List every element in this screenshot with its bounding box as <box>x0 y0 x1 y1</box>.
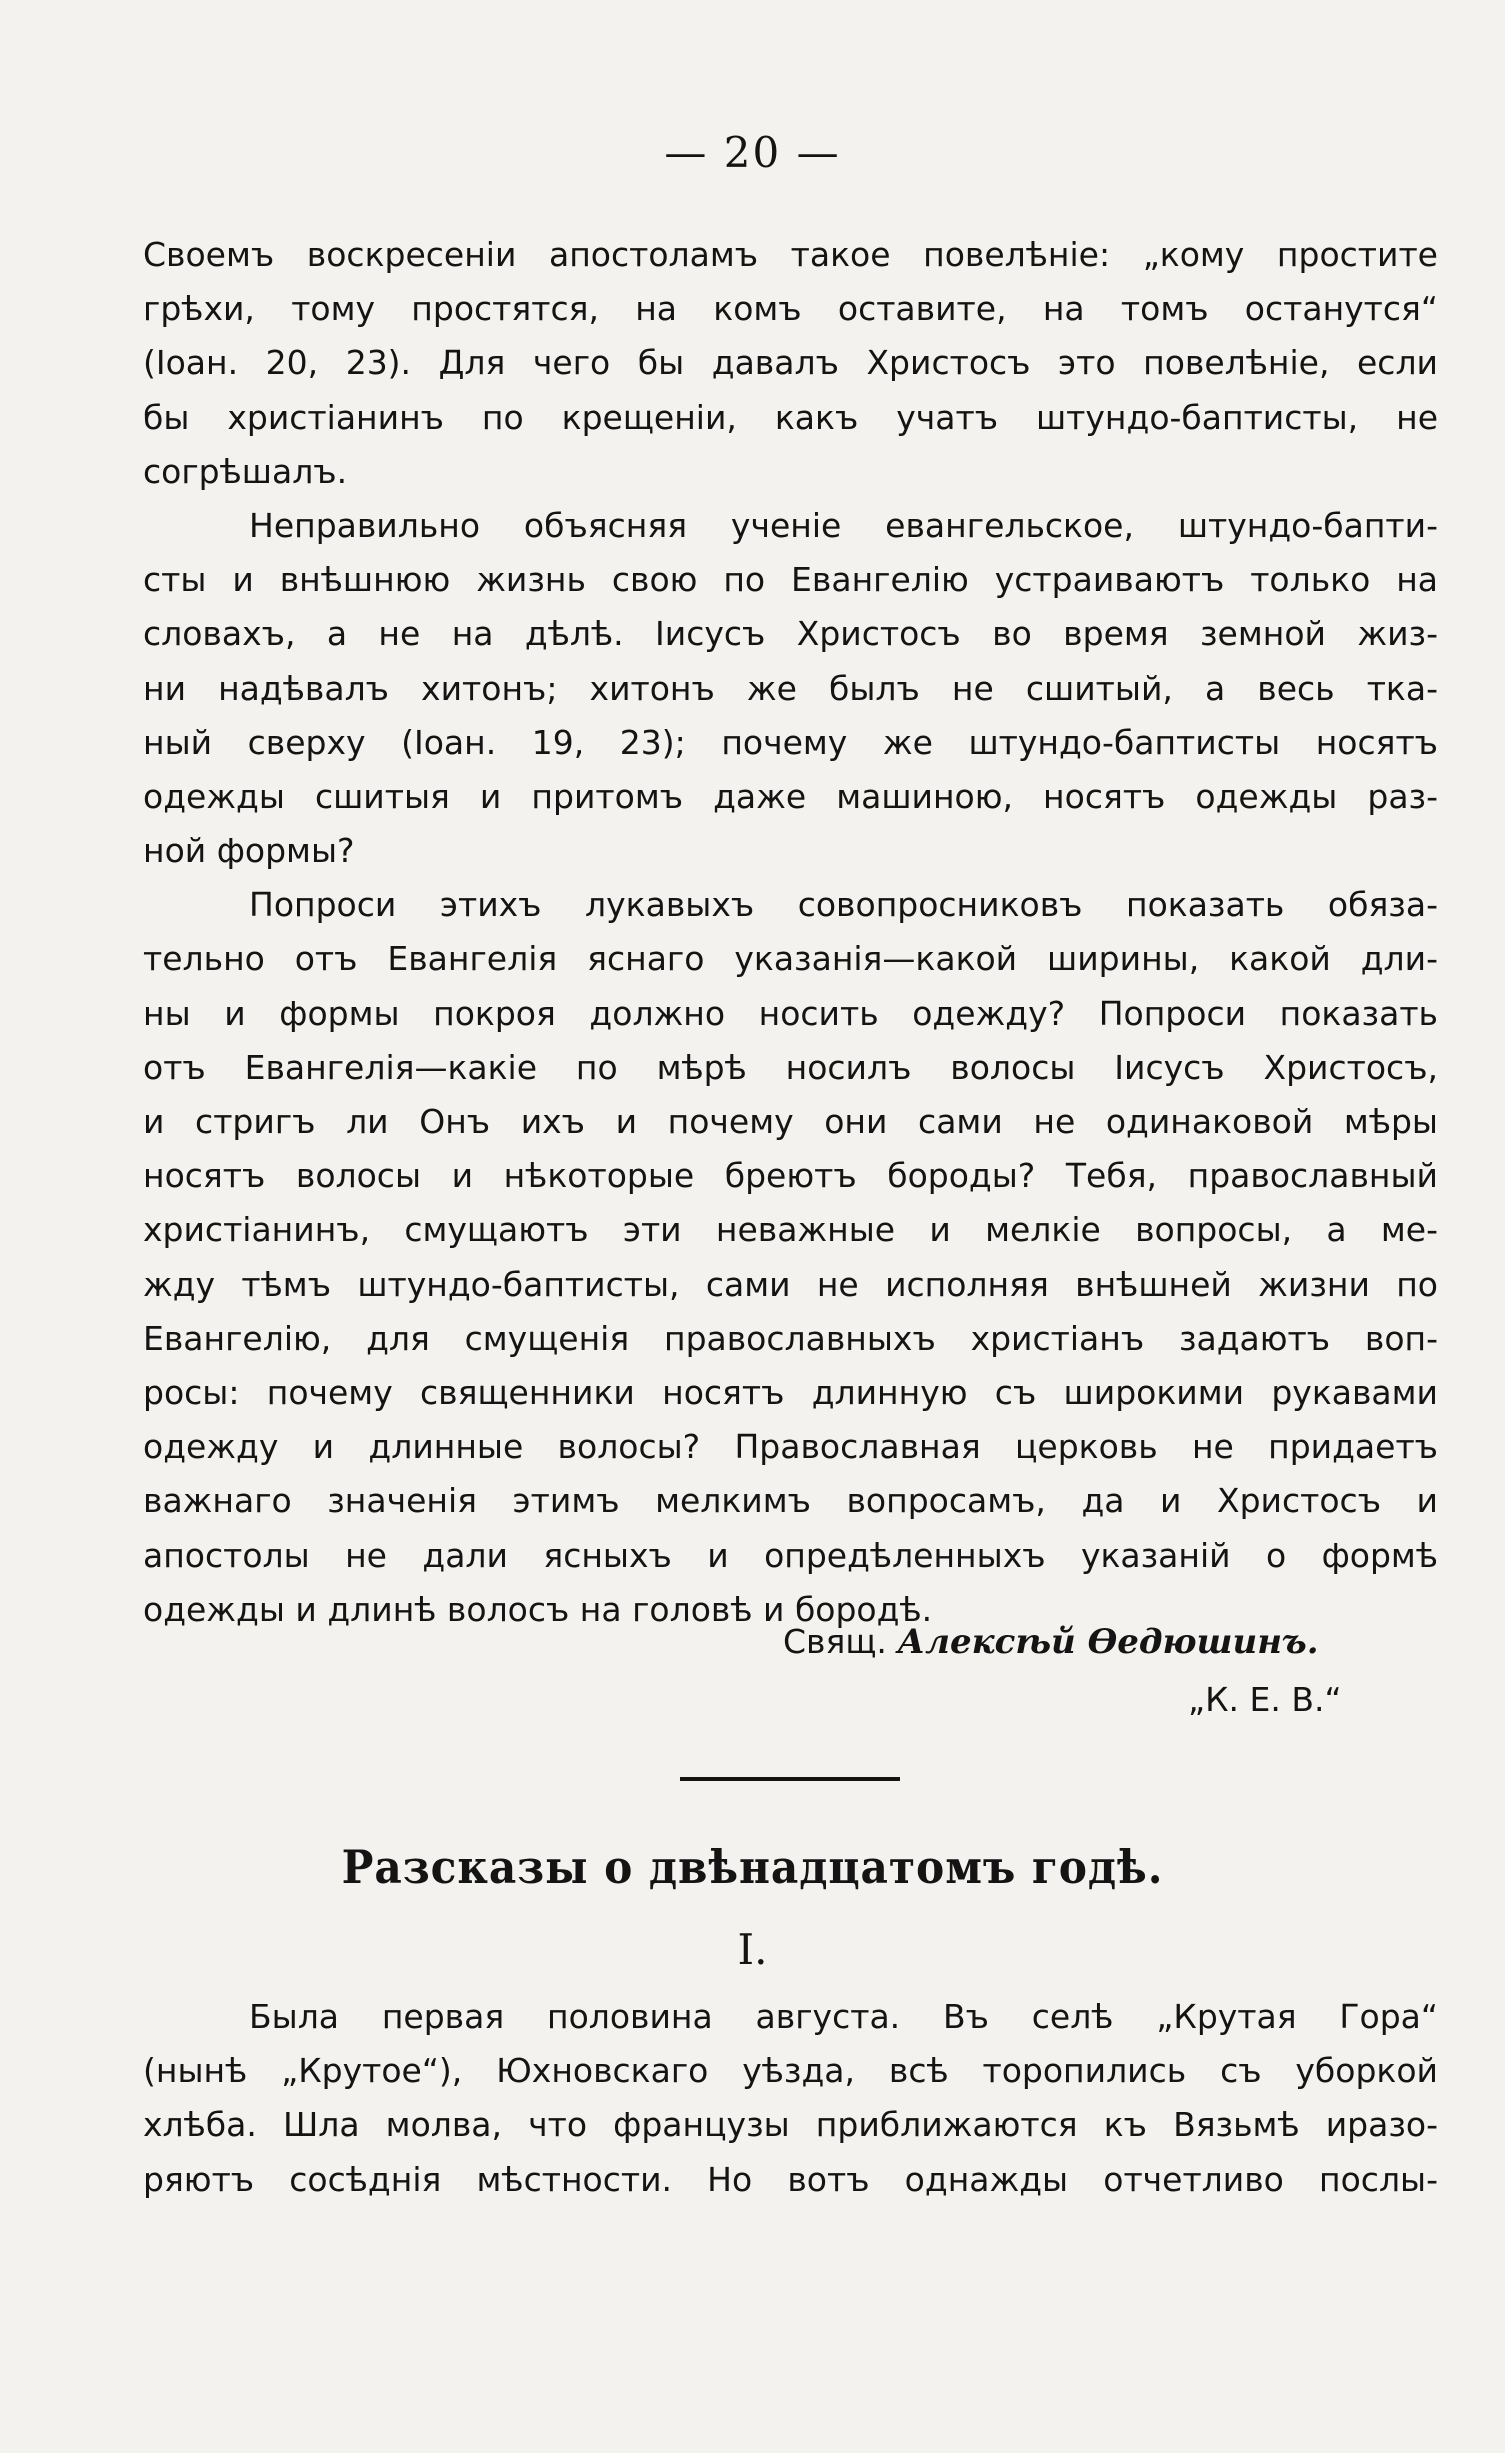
text-line: ни надѣвалъ хитонъ; хитонъ же былъ не сшитый, а весь тка- <box>143 668 1438 708</box>
text-line: одежду и длинные волосы? Православная церковь не придаетъ <box>143 1427 1438 1467</box>
text-line: жду тѣмъ штундо-баптисты, сами не исполняя внѣшней жизни по <box>143 1264 1438 1304</box>
text-line: и стригъ ли Онъ ихъ и почему они сами не одинаковой мѣры <box>143 1102 1438 1141</box>
text-line: Своемъ воскресеніи апостоламъ такое повелѣніе: „кому простите <box>143 235 1438 274</box>
text-line: грѣхи, тому простятся, на комъ оставите, на томъ останутся“ <box>143 289 1438 329</box>
text-line: тельно отъ Евангелія яснаго указанія—какой ширины, какой дли- <box>143 939 1438 979</box>
text-line: ны и формы покроя должно носить одежду? Попроси показать <box>143 993 1438 1033</box>
text-line: словахъ, а не на дѣлѣ. Іисусъ Христосъ во время земной жиз- <box>143 614 1438 654</box>
text-line: апостолы не дали ясныхъ и опредѣленныхъ указаній о формѣ <box>143 1535 1438 1575</box>
signature-initials: „К. Е. В.“ <box>1188 1680 1342 1719</box>
text-line: Попроси этихъ лукавыхъ совопросниковъ показать обяза- <box>249 885 1438 925</box>
text-line: носятъ волосы и нѣкоторые бреютъ бороды? Тебя, православный <box>143 1156 1438 1196</box>
text-line: важнаго значенія этимъ мелкимъ вопросамъ, да и Христосъ и <box>143 1481 1438 1521</box>
body-text-block-1 <box>143 228 1438 1637</box>
text-line: ной формы? <box>143 831 355 871</box>
text-line: сты и внѣшнюю жизнь свою по Евангелію устраиваютъ только на <box>143 560 1438 600</box>
body-text-block-2 <box>143 1990 1438 2207</box>
signature-name: Алексѣй Өедюшинъ. <box>897 1622 1319 1662</box>
section-divider <box>680 1777 900 1781</box>
signature-prefix: Свящ. <box>783 1622 887 1661</box>
text-line: отъ Евангелія—какіе по мѣрѣ носилъ волосы Іисусъ Христосъ, <box>143 1047 1438 1087</box>
signature-line <box>783 1622 1319 1662</box>
text-line: Неправильно объясняя ученіе евангельское, штундо-бапти- <box>249 505 1438 545</box>
text-line: хлѣба. Шла молва, что французы приближаются къ Вязьмѣ иразо- <box>143 2105 1438 2145</box>
text-line: Евангелію, для смущенія православныхъ христіанъ задаютъ воп- <box>143 1318 1438 1358</box>
text-line: ный сверху (Іоан. 19, 23); почему же штундо-баптисты носятъ <box>143 722 1438 762</box>
text-line: одежды и длинѣ волосъ на головѣ и бородѣ. <box>143 1589 933 1629</box>
page-number: — 20 — <box>664 128 841 177</box>
text-line: одежды сшитыя и притомъ даже машиною, носятъ одежды раз- <box>143 776 1438 816</box>
text-line: Была первая половина августа. Въ селѣ „Крутая Гора“ <box>249 1997 1438 2036</box>
text-line: бы христіанинъ по крещеніи, какъ учатъ штундо-баптисты, не <box>143 397 1438 437</box>
text-line: христіанинъ, смущаютъ эти неважные и мелкіе вопросы, а ме- <box>143 1210 1438 1250</box>
section-heading: Разсказы о двѣнадцатомъ годѣ. <box>341 1840 1164 1894</box>
text-line: (Іоан. 20, 23). Для чего бы давалъ Христосъ это повелѣніе, если <box>143 343 1438 383</box>
text-line: согрѣшалъ. <box>143 451 348 491</box>
text-line: (нынѣ „Крутое“), Юхновскаго уѣзда, всѣ торопились съ уборкой <box>143 2051 1438 2091</box>
chapter-number: I. <box>737 1925 768 1974</box>
text-line: ряютъ сосѣднія мѣстности. Но вотъ однажды отчетливо послы- <box>143 2159 1438 2199</box>
text-line: росы: почему священники носятъ длинную съ широкими рукавами <box>143 1372 1438 1412</box>
